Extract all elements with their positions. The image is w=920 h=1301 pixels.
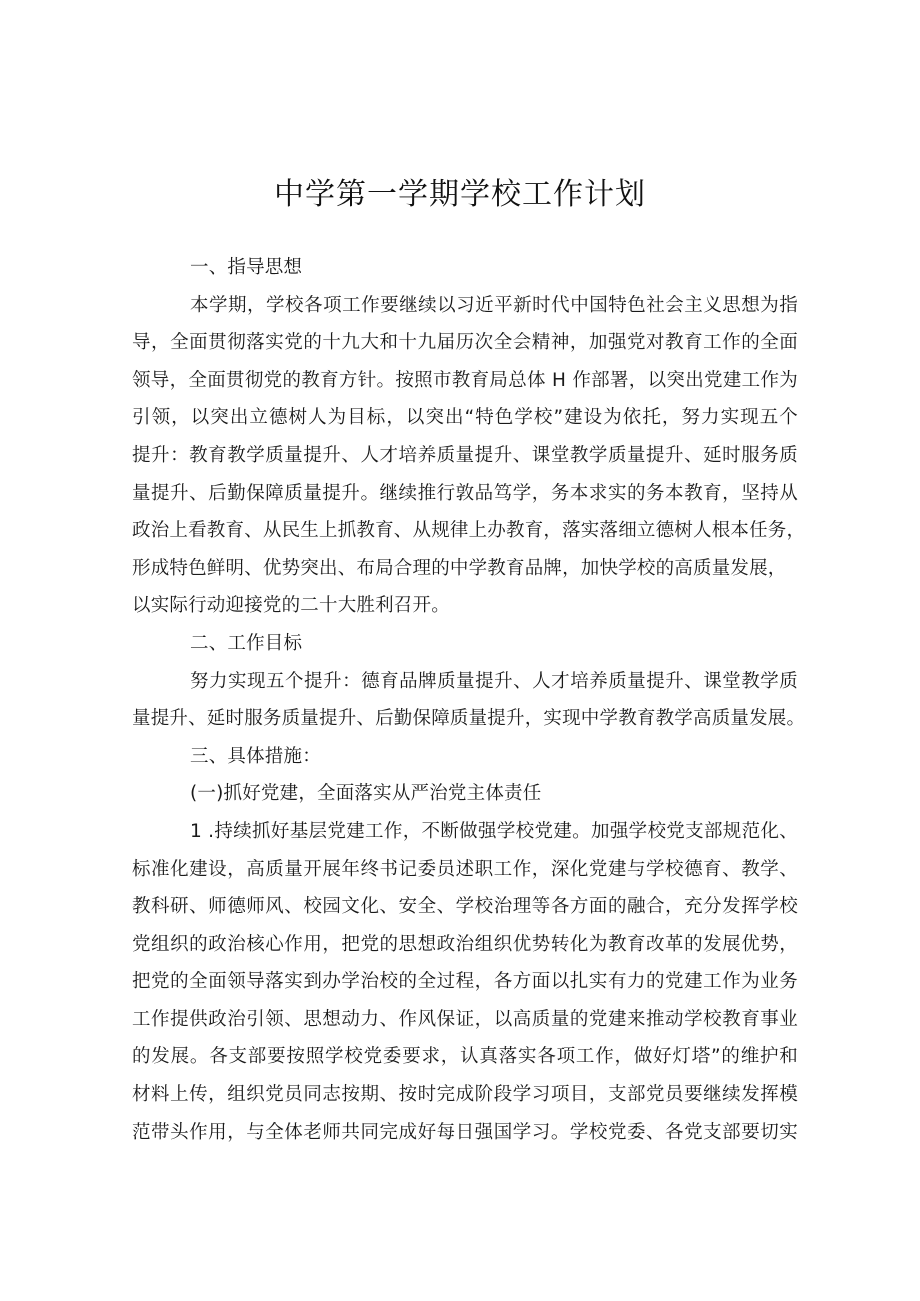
paragraph-line: 努力实现五个提升：德育品牌质量提升、人才培养质量提升、课堂教学质 bbox=[190, 670, 798, 692]
document-body bbox=[132, 249, 806, 1151]
paragraph-line: 本学期，学校各项工作要继续以习近平新时代中国特色社会主义思想为指 bbox=[190, 294, 798, 316]
paragraph-line: 政治上看教育、从民生上抓教育、从规律上办教育，落实落细立德树人根本任务， bbox=[132, 520, 806, 542]
paragraph-line: 提升：教育教学质量提升、人才培养质量提升、课堂教学质量提升、延时服务质 bbox=[132, 444, 798, 466]
paragraph-line: 导，全面贯彻落实党的十九大和十九届历次全会精神，加强党对教育工作的全面 bbox=[132, 332, 798, 354]
paragraph-line: 1 .持续抓好基层党建工作，不断做强学校党建。加强学校党支部规范化、 bbox=[190, 820, 798, 842]
paragraph-line: 教科研、师德师风、校园文化、安全、学校治理等各方面的融合，充分发挥学校 bbox=[132, 896, 798, 918]
document-title: 中学第一学期学校工作计划 bbox=[274, 177, 646, 212]
paragraph-line: 引领，以突出立德树人为目标，以突出“特色学校”建设为依托，努力实现五个 bbox=[132, 407, 798, 429]
paragraph-line: 把党的全面领导落实到办学治校的全过程，各方面以扎实有力的党建工作为业务 bbox=[132, 971, 798, 993]
paragraph-line: 形成特色鲜明、优势突出、布局合理的中学教育品牌，加快学校的高质量发展， bbox=[132, 557, 787, 579]
paragraph-line: 标准化建设，高质量开展年终书记委员述职工作，深化党建与学校德育、教学、 bbox=[132, 858, 798, 880]
paragraph-line: 的发展。各支部要按照学校党委要求，认真落实各项工作，做好灯塔”的维护和 bbox=[132, 1046, 798, 1068]
section-heading-specific-measures: 三、具体措施： bbox=[190, 745, 321, 767]
section-heading-guiding-ideology: 一、指导思想 bbox=[190, 257, 303, 278]
paragraph-line: 量提升、延时服务质量提升、后勤保障质量提升，实现中学教育教学高质量发展。 bbox=[132, 708, 806, 730]
subsection-heading: (一)抓好党建，全面落实从严治党主体责任 bbox=[190, 783, 542, 805]
paragraph-line: 领导，全面贯彻党的教育方针。按照市教育局总体 H 作部署，以突出党建工作为 bbox=[132, 369, 798, 391]
paragraph-line: 以实际行动迎接党的二十大胜利召开。 bbox=[132, 595, 450, 617]
paragraph-line: 量提升、后勤保障质量提升。继续推行敦品笃学，务本求实的务本教育，坚持从 bbox=[132, 482, 798, 504]
paragraph-line: 党组织的政治核心作用，把党的思想政治组织优势转化为教育改革的发展优势， bbox=[132, 933, 798, 955]
paragraph-line: 范带头作用，与全体老师共同完成好每日强国学习。学校党委、各党支部要切实 bbox=[132, 1121, 798, 1143]
paragraph-line: 材料上传，组织党员同志按期、按时完成阶段学习项目，支部党员要继续发挥模 bbox=[132, 1084, 798, 1106]
paragraph-line: 工作提供政治引领、思想动力、作风保证，以高质量的党建来推动学校教育事业 bbox=[132, 1008, 798, 1030]
section-heading-work-goals: 二、工作目标 bbox=[190, 632, 303, 654]
